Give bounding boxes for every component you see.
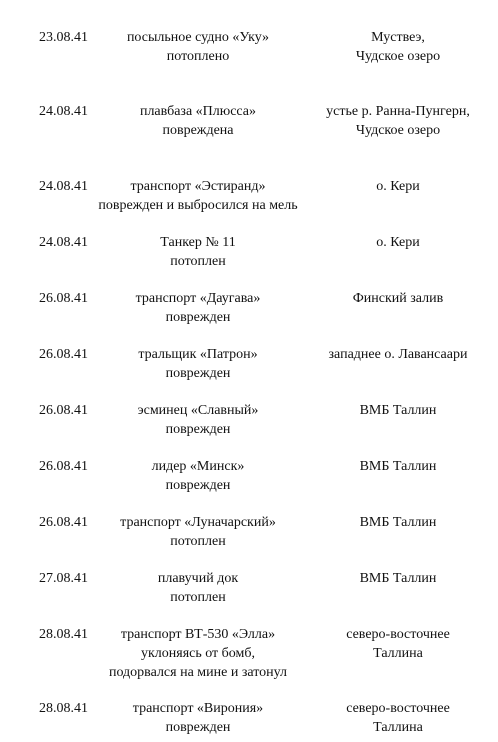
event-line: поврежден — [165, 720, 231, 735]
date-cell: 23.08.41 — [39, 30, 88, 45]
date-cell: 26.08.41 — [39, 515, 88, 530]
event-line: поврежден — [165, 478, 231, 493]
date-cell: 28.08.41 — [39, 701, 88, 716]
event-cell — [88, 289, 308, 327]
place-line: Чудское озеро — [355, 49, 441, 64]
place-cell — [308, 513, 488, 532]
place-line: о. Кери — [376, 179, 420, 194]
event-line: транспорт ВТ-530 «Элла» — [120, 627, 276, 642]
place-line: ВМБ Таллин — [359, 571, 437, 586]
place-cell — [308, 102, 488, 140]
date-cell: 26.08.41 — [39, 347, 88, 362]
place-line: Чудское озеро — [355, 123, 441, 138]
event-cell — [88, 625, 308, 682]
place-line: ВМБ Таллин — [359, 459, 437, 474]
place-cell — [308, 233, 488, 252]
event-line: Танкер № 11 — [160, 235, 236, 250]
date-cell: 24.08.41 — [39, 179, 88, 194]
place-cell — [308, 28, 488, 66]
event-line: уклоняясь от бомб, — [140, 646, 256, 661]
place-line: ВМБ Таллин — [359, 515, 437, 530]
date-cell: 24.08.41 — [39, 104, 88, 119]
event-cell — [88, 513, 308, 551]
date-cell: 26.08.41 — [39, 291, 88, 306]
place-line: Таллина — [373, 646, 423, 661]
event-cell — [88, 28, 308, 66]
event-cell — [88, 177, 308, 215]
place-cell — [308, 401, 488, 420]
date-cell: 27.08.41 — [39, 571, 88, 586]
event-cell — [88, 345, 308, 383]
place-line: западнее о. Лавансаари — [328, 347, 468, 362]
place-line: северо-восточнее — [346, 627, 450, 642]
event-cell — [88, 569, 308, 607]
event-cell — [88, 233, 308, 271]
place-cell — [308, 345, 488, 364]
place-cell — [308, 457, 488, 476]
event-line: поврежден — [165, 310, 231, 325]
event-line: подорвался на мине и затонул — [108, 665, 288, 680]
event-line: тральщик «Патрон» — [138, 347, 258, 362]
event-line: транспорт «Даугава» — [135, 291, 261, 306]
event-line: потоплено — [166, 49, 230, 64]
event-cell — [88, 401, 308, 439]
event-line: плавбаза «Плюсса» — [139, 104, 257, 119]
place-cell — [308, 699, 488, 737]
date-cell: 24.08.41 — [39, 235, 88, 250]
event-line: поврежден и выбросился на мель — [98, 198, 298, 213]
date-cell: 26.08.41 — [39, 459, 88, 474]
place-cell — [308, 289, 488, 308]
event-line: лидер «Минск» — [151, 459, 245, 474]
date-cell: 26.08.41 — [39, 403, 88, 418]
event-line: поврежден — [165, 422, 231, 437]
event-cell — [88, 699, 308, 737]
event-line: потоплен — [170, 590, 226, 605]
place-line: Финский залив — [352, 291, 444, 306]
place-line: устье р. Ранна-Пунгерн, — [326, 104, 470, 119]
event-line: повреждена — [162, 123, 234, 138]
event-cell — [88, 457, 308, 495]
place-line: о. Кери — [376, 235, 420, 250]
event-line: эсминец «Славный» — [137, 403, 259, 418]
place-line: ВМБ Таллин — [359, 403, 437, 418]
event-line: потоплен — [170, 254, 226, 269]
event-line: транспорт «Вирония» — [132, 701, 264, 716]
place-line: северо-восточнее — [346, 701, 450, 716]
place-cell — [308, 625, 488, 663]
place-cell — [308, 177, 488, 196]
place-line: Таллина — [373, 720, 423, 735]
place-line: Муствеэ, — [371, 30, 425, 45]
event-line: плавучий док — [157, 571, 239, 586]
event-line: посыльное судно «Уку» — [126, 30, 270, 45]
date-cell: 28.08.41 — [39, 627, 88, 642]
event-line: поврежден — [165, 366, 231, 381]
event-cell — [88, 102, 308, 140]
event-line: потоплен — [170, 534, 226, 549]
place-cell — [308, 569, 488, 588]
event-line: транспорт «Луначарский» — [120, 515, 276, 530]
event-line: транспорт «Эстиранд» — [130, 179, 266, 194]
